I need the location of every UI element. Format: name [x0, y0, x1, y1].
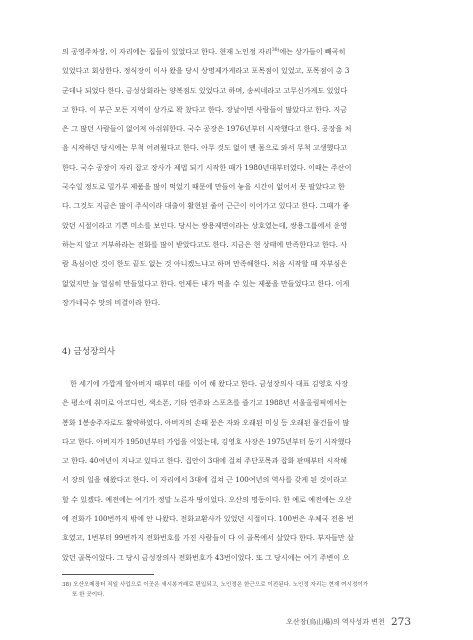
- text-line: 장가네국수 맛의 비결이라 한다.: [62, 297, 161, 307]
- text-line: 에 전화가 100번까지 밖에 안 나왔다. 전화교환사가 있었던 시절이다. 100번은 우체국 전용 번: [62, 514, 354, 524]
- paragraph-1: [62, 42, 412, 312]
- section-heading: 4) 금성장의사: [62, 347, 116, 357]
- text-line: 았던 골목이었다. 그 당시 금성장의사 전화번호가 43번이었다. 또 그 당시에는 여기 주변이 오: [62, 552, 350, 562]
- text-line: 국수일 정도로 밀가루 제품을 많이 먹었기 때문에 만들어 놓을 시간이 없어서 못 팔았다고 한: [62, 182, 345, 192]
- text-line: 하는지 알고 거부하라는 전화를 많이 받았다고도 한다. 지금은 현 상태에 만족한다고 한다. 사: [62, 239, 348, 249]
- page-number: 273: [390, 616, 411, 628]
- text-line: 호였고, 1번부터 99번까지 전화번호를 가진 사람들이 다 이 골목에서 살았다 한다. 부자들만 살: [62, 533, 354, 543]
- footnote-line: 38) 오산오메장터 직일 사업으로 이곳은 새시봉거래로 편입되고, 노인정은 한근으로 이전된다. 노인정 자리는 현재 여시정이가: [62, 582, 369, 588]
- running-title: 오산장(烏山場)의 역사성과 변천: [286, 618, 385, 626]
- text-line: 은 그 많던 사람들이 없어져 아쉬워한다. 국수 공장은 1976년부터 시작했다고 한다. 공장을 처: [62, 124, 352, 134]
- text-line: 의 공영주차장, 이 자리에는 집들이 있었다고 한다. 현재 노인정 자리$^{38)}$에는 상가들이 빼곡히: [62, 47, 346, 56]
- text-line: 음 시작하던 당시에는 무척 어려웠다고 한다. 아무 것도 없이 맨 몸으로 와서 무척 고생했다고: [62, 143, 348, 153]
- footnote-marker: 38): [271, 48, 280, 53]
- text-line: 았던 시절이라고 기쁜 미소를 보인다. 당시는 쌍용제면이라는 상호였는데, 쌍용그룹에서 운영: [62, 220, 348, 230]
- text-line: 고 한다. 이 부근 모든 지역이 상가로 꽉 찼다고 한다. 장날이면 사람들이 많았다고 한다. 지금: [62, 104, 348, 114]
- footnote-line: 또 한 곳이다.: [72, 592, 105, 598]
- text-line: 봉화 1봉송주자로도 활약하였다. 아버지의 손때 묻은 자와 오래된 미싱 등 오래된 물건들이 많: [62, 417, 350, 427]
- text-line: 할 수 있겠다. 예전에는 여기가 정말 노른자 땅이었다. 오산의 명동이다. 한 예로 예전에는 오산: [62, 494, 352, 504]
- text-line: 다. 그것도 지금은 많이 주식이라 대출이 활현된 줄어 근근이 이어가고 있다고 한다. 그때가 좋: [62, 201, 350, 211]
- text-line: 한 세기에 가깝게 할아버지 때부터 대를 이어 해 왔다고 한다. 금성장의사 대표 김영호 사장: [70, 379, 349, 388]
- text-line: 람 욕심이란 것이 한도 끝도 없는 것 아니겠느냐고 하며 만족해한다. 처음 시작할 때 자부심은: [62, 259, 348, 269]
- text-line: 한다. 국수 공장이 자리 잡고 장사가 제법 되기 시작한 때가 1980년대부터였다. 이때는 주산이: [62, 162, 352, 172]
- footnote: [62, 580, 412, 600]
- text-line: 군데나 되었다 한다. 금성상회라는 양복점도 있었다고 하며, 송씨네라고 고무신가게도 있었다: [62, 85, 348, 95]
- text-line: 다고 한다. 아버지가 1950년부터 가업을 이었는데, 김영호 사장은 1975년부터 동기 시작했다: [62, 436, 352, 446]
- text-line: 서 장의 일을 해왔다고 한다. 이 자리에서 3대에 걸쳐 근 100여년의 역사를 갖게 된 것이라고: [62, 475, 347, 485]
- paragraph-2: [62, 374, 412, 567]
- text-line: 은 평소에 취미로 아코디언, 색소폰, 기타 연주와 스포츠를 즐기고 1988년 서울올림픽에서는: [62, 398, 347, 408]
- page-footer: [286, 616, 411, 628]
- footnote-divider: [62, 574, 154, 575]
- text-line: 없었지만 늘 열심히 만들었다고 한다. 언제든 내가 먹을 수 있는 제품을 만들었다고 한다. 이게: [62, 278, 350, 288]
- text-line: 있었다고 회상한다. 정식장이 이사 왔을 당시 상명제가게라고 포목점이 있었고, 포목점이 총 3: [62, 66, 350, 76]
- text-line: 고 한다. 40여년이 지나고 있다고 한다. 집안이 3대에 걸쳐 주단포목과 잡화 판매부터 시작해: [62, 456, 347, 466]
